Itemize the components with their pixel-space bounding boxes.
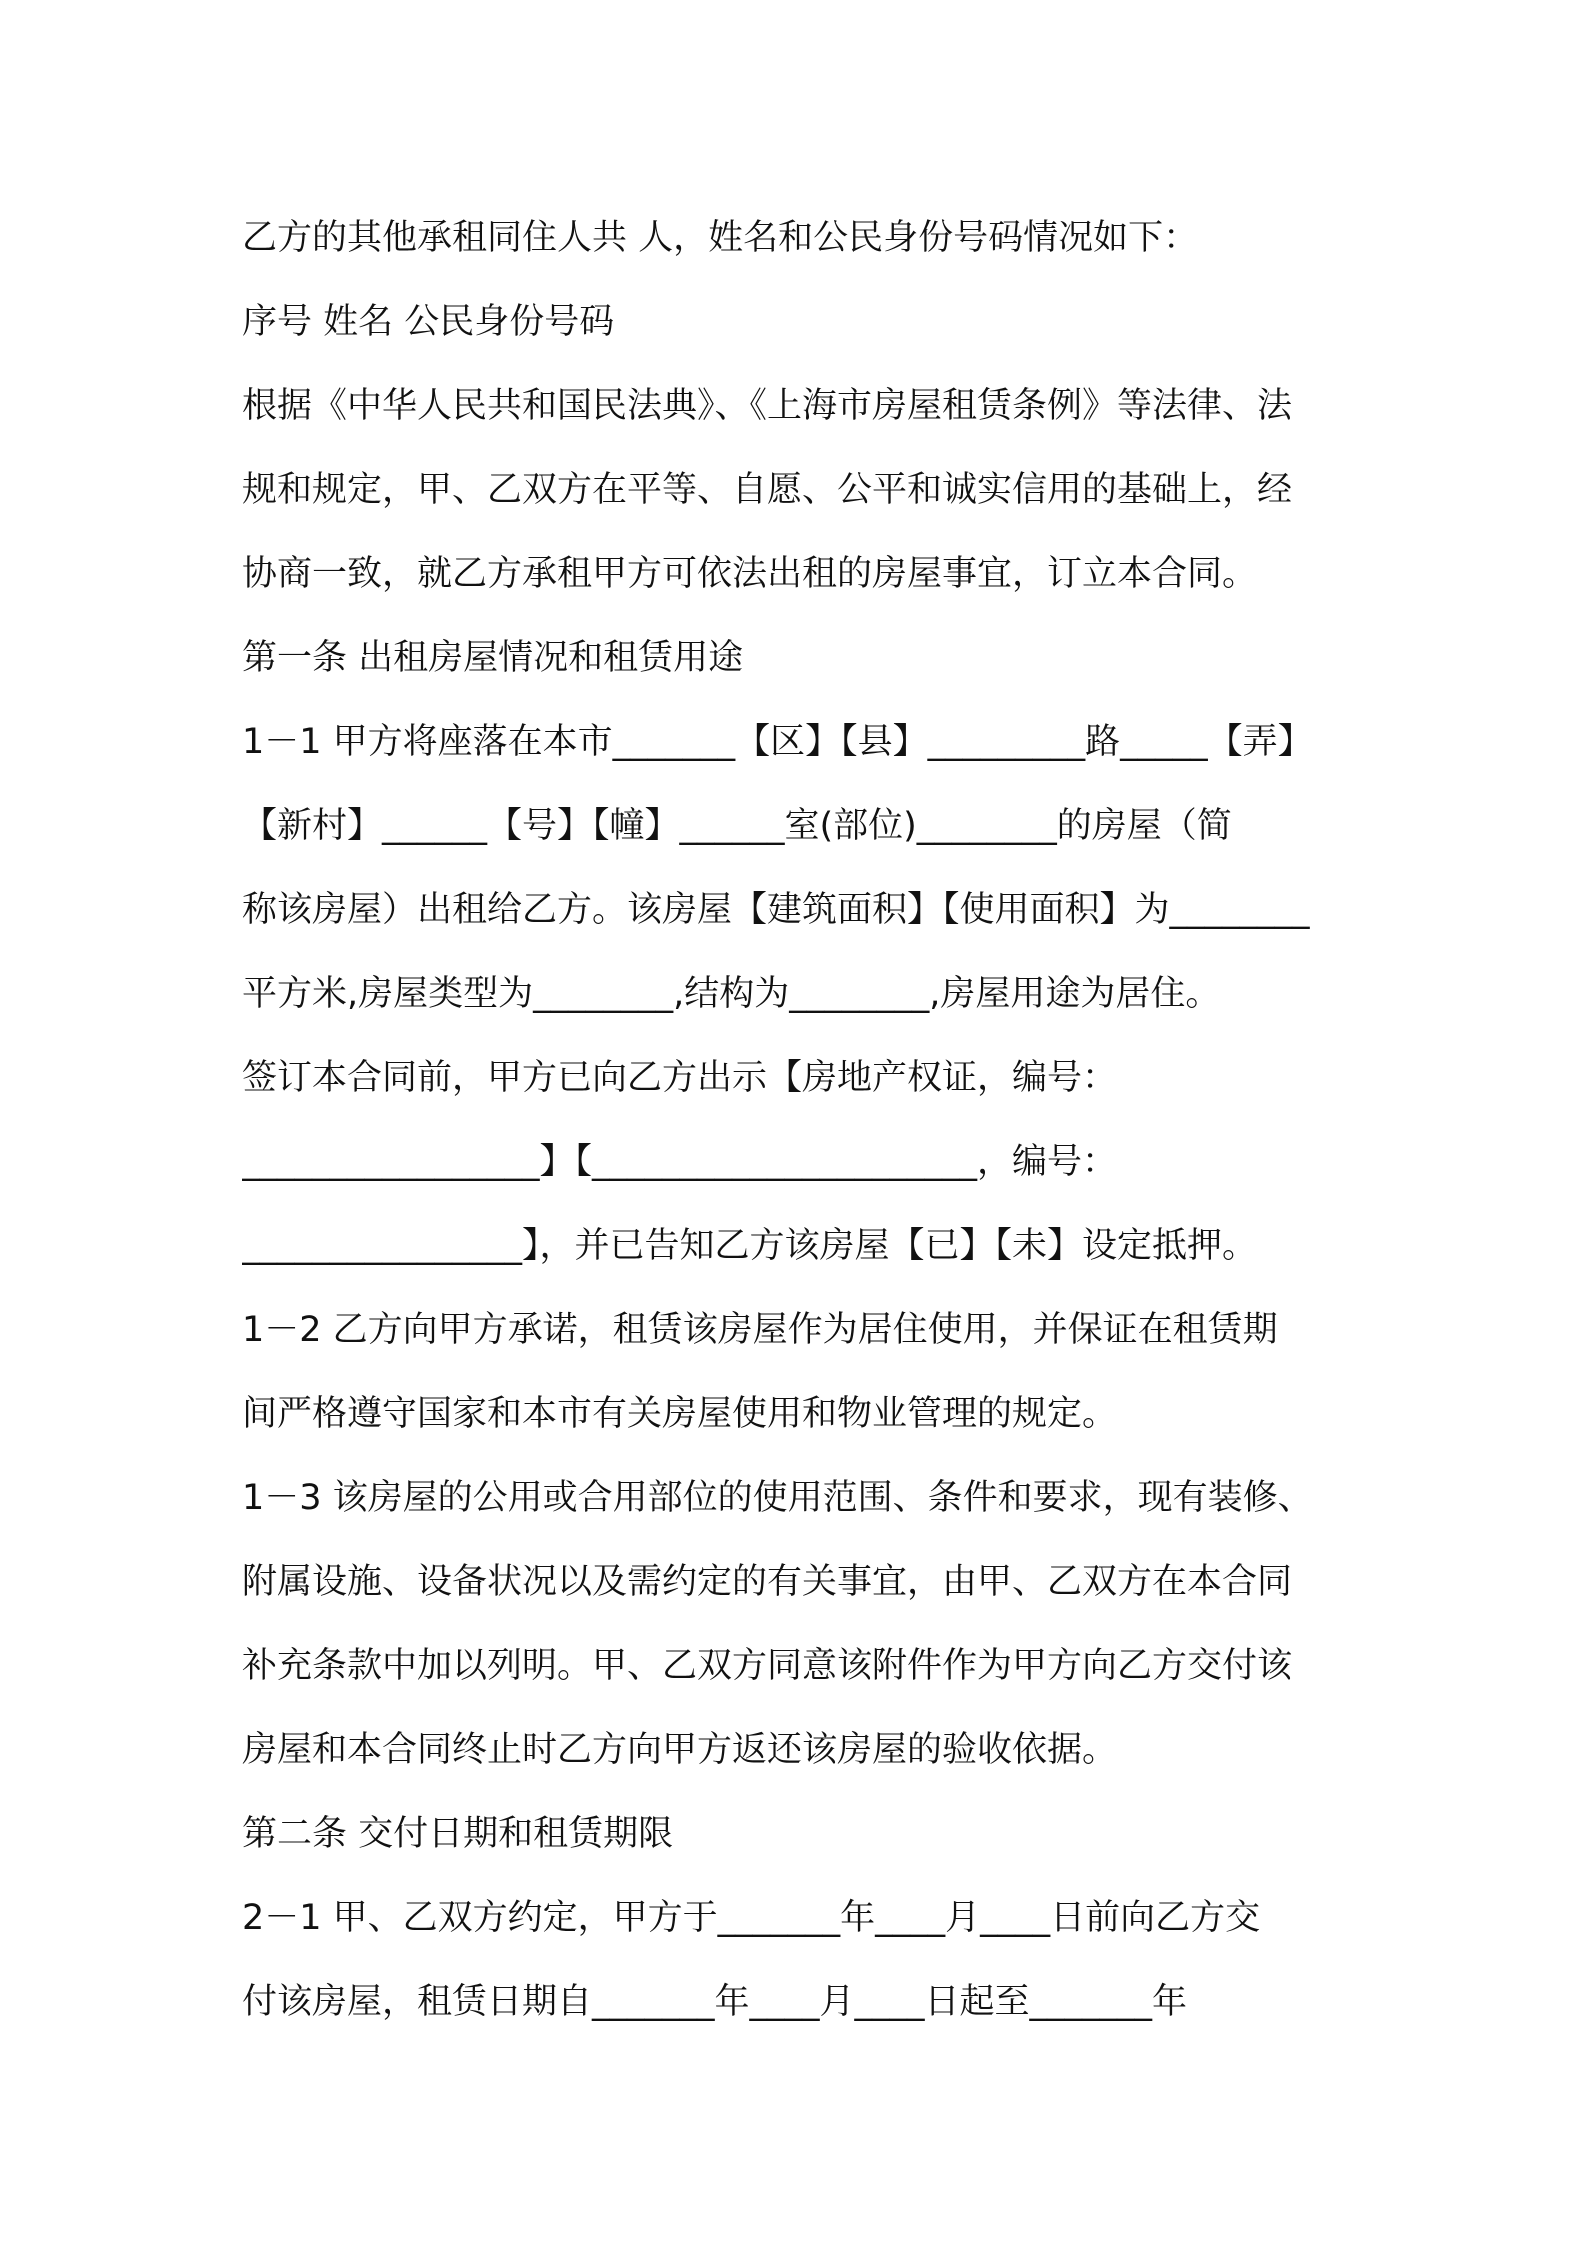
text-line: _________________】【______________________，编号： (242, 1142, 1118, 1182)
document-body (242, 196, 1382, 2044)
text-line: 协商一致，就乙方承租甲方可依法出租的房屋事宜，订立本合同。 (242, 554, 1258, 594)
text-line: 乙方的其他承租同住人共 人，姓名和公民身份号码情况如下： (242, 218, 1199, 258)
text-line: 规和规定，甲、乙双方在平等、自愿、公平和诚实信用的基础上，经 (242, 470, 1293, 510)
text-line: 补充条款中加以列明。甲、乙双方同意该附件作为甲方向乙方交付该 (242, 1646, 1293, 1686)
text-line: 附属设施、设备状况以及需约定的有关事宜，由甲、乙双方在本合同 (242, 1562, 1293, 1602)
text-line: 2－1 甲、乙双方约定，甲方于_______年____月____日前向乙方交 (242, 1898, 1261, 1938)
text-line: 1－2 乙方向甲方承诺，租赁该房屋作为居住使用，并保证在租赁期 (242, 1310, 1278, 1350)
text-line: 1－3 该房屋的公用或合用部位的使用范围、条件和要求，现有装修、 (242, 1478, 1313, 1518)
text-line: 签订本合同前，甲方已向乙方出示【房地产权证，编号： (242, 1058, 1118, 1098)
section-heading: 第二条 交付日期和租赁期限 (242, 1814, 674, 1854)
text-line: 间严格遵守国家和本市有关房屋使用和物业管理的规定。 (242, 1394, 1118, 1434)
section-heading: 第一条 出租房屋情况和租赁用途 (242, 638, 744, 678)
text-line: 1－1 甲方将座落在本市_______【区】【县】_________路_____【弄】 (242, 722, 1313, 762)
text-line: 序号 姓名 公民身份号码 (242, 302, 615, 342)
text-line: 房屋和本合同终止时乙方向甲方返还该房屋的验收依据。 (242, 1730, 1118, 1770)
text-line: 【新村】______【号】【幢】______室(部位)________的房屋（简 (242, 806, 1232, 846)
text-line: 付该房屋，租赁日期自_______年____月____日起至_______年 (242, 1982, 1188, 2022)
text-line: 称该房屋）出租给乙方。该房屋【建筑面积】【使用面积】为________ (242, 890, 1310, 930)
text-line: 平方米,房屋类型为________,结构为________,房屋用途为居住。 (242, 974, 1221, 1014)
text-line: 根据《中华人民共和国民法典》、《上海市房屋租赁条例》等法律、法 (242, 386, 1293, 426)
text-line: ________________】，并已告知乙方该房屋【已】【未】设定抵押。 (242, 1226, 1258, 1266)
